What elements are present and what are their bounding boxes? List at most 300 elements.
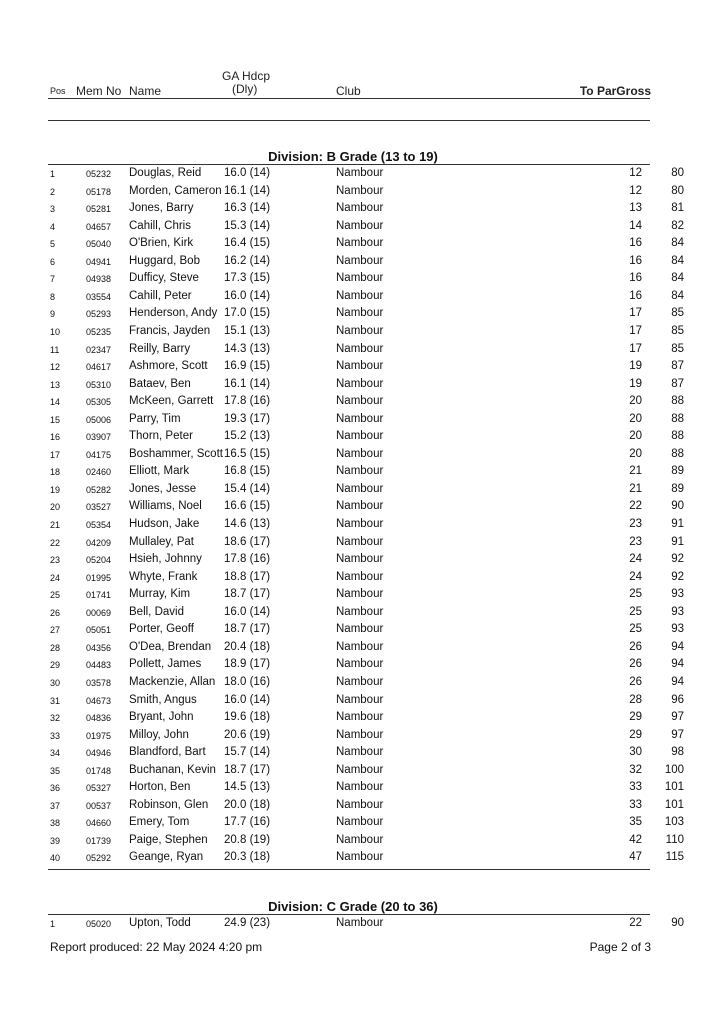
to-par-cell: 24 (629, 553, 642, 566)
name-cell: Paige, Stephen (129, 833, 208, 846)
name-cell: O'Dea, Brendan (129, 640, 212, 653)
pos-cell: 6 (50, 256, 56, 267)
hdcp-cell: 18.7 (17) (224, 623, 271, 636)
table-row (48, 781, 684, 799)
division-rule (48, 164, 650, 165)
to-par-cell: 23 (629, 535, 642, 548)
mem-no-cell: 05204 (86, 555, 112, 566)
table-row (48, 500, 684, 518)
hdcp-cell: 20.4 (18) (224, 640, 271, 653)
name-cell: Ashmore, Scott (129, 360, 208, 373)
to-par-cell: 16 (629, 289, 642, 302)
pos-cell: 10 (50, 326, 61, 337)
to-par-cell: 26 (629, 675, 642, 688)
table-row (48, 430, 684, 448)
gross-cell: 93 (671, 588, 684, 601)
gross-cell: 115 (665, 851, 684, 864)
pos-cell: 8 (50, 291, 56, 302)
table-row (48, 254, 684, 273)
hdcp-cell: 18.8 (17) (224, 570, 271, 583)
club-cell: Nambour (336, 798, 384, 811)
club-cell: Nambour (336, 289, 384, 302)
club-cell: Nambour (336, 272, 384, 285)
club-cell: Nambour (336, 237, 384, 250)
table-row (48, 588, 684, 606)
table-row (48, 237, 684, 255)
name-cell: Mullaley, Pat (129, 535, 194, 548)
mem-no-cell: 00537 (86, 800, 112, 811)
gross-cell: 89 (671, 465, 684, 478)
mem-no-cell: 04938 (86, 274, 112, 285)
mem-no-cell: 04617 (86, 362, 112, 373)
table-row (48, 518, 684, 536)
name-cell: Jones, Jesse (129, 482, 197, 495)
hdcp-cell: 16.8 (15) (224, 465, 271, 478)
gross-cell: 88 (671, 395, 684, 408)
name-cell: Henderson, Andy (129, 307, 218, 320)
table-row (48, 640, 684, 659)
table-row (48, 447, 684, 466)
hdcp-cell: 20.8 (19) (224, 833, 271, 846)
club-cell: Nambour (336, 711, 384, 724)
club-cell: Nambour (336, 570, 384, 583)
to-par-cell: 17 (629, 307, 642, 320)
club-cell: Nambour (336, 816, 384, 829)
table-row (48, 465, 684, 483)
mem-no-cell: 05051 (86, 625, 112, 636)
hdcp-cell: 20.0 (18) (224, 798, 271, 811)
name-cell: Cahill, Peter (129, 289, 192, 302)
pos-cell: 13 (50, 379, 61, 390)
club-cell: Nambour (336, 482, 384, 495)
mem-no-cell: 03554 (86, 291, 112, 302)
hdcp-cell: 16.5 (15) (224, 447, 271, 460)
pos-cell: 18 (50, 467, 61, 478)
hdcp-cell: 18.0 (16) (224, 675, 271, 688)
mem-no-cell: 05293 (86, 309, 112, 320)
name-cell: Whyte, Frank (129, 570, 198, 583)
name-cell: Bryant, John (129, 711, 194, 724)
to-par-cell: 21 (629, 465, 642, 478)
gross-cell: 110 (665, 833, 684, 846)
pos-cell: 32 (50, 713, 61, 724)
to-par-cell: 35 (629, 816, 642, 829)
gross-cell: 91 (671, 535, 684, 548)
pos-cell: 31 (50, 695, 61, 706)
mem-no-cell: 02347 (86, 344, 112, 355)
to-par-cell: 42 (629, 833, 642, 846)
table-row (48, 917, 684, 935)
to-par-cell: 17 (629, 324, 642, 337)
mem-no-cell: 04175 (86, 449, 112, 460)
gross-cell: 98 (671, 746, 684, 759)
club-cell: Nambour (336, 693, 384, 706)
hdcp-cell: 15.2 (13) (224, 430, 271, 443)
table-row (48, 324, 684, 343)
to-par-cell: 20 (629, 430, 642, 443)
name-cell: Morden, Cameron (129, 184, 222, 197)
pos-cell: 26 (50, 607, 61, 618)
gross-cell: 92 (671, 553, 684, 566)
name-cell: Horton, Ben (129, 781, 191, 794)
pos-cell: 20 (50, 502, 61, 513)
name-cell: Bell, David (129, 605, 184, 618)
hdcp-cell: 20.3 (18) (224, 851, 271, 864)
name-cell: Bataev, Ben (129, 377, 191, 390)
gross-cell: 90 (671, 917, 684, 929)
header-club: Club (336, 84, 361, 98)
mem-no-cell: 04941 (86, 256, 112, 267)
mem-no-cell: 05310 (86, 379, 112, 390)
table-row (48, 570, 684, 589)
header-rule (48, 98, 650, 99)
to-par-cell: 21 (629, 482, 642, 495)
to-par-cell: 22 (629, 500, 642, 513)
hdcp-cell: 16.4 (15) (224, 237, 271, 250)
to-par-cell: 12 (629, 184, 642, 197)
gross-cell: 84 (671, 272, 684, 285)
club-cell: Nambour (336, 917, 384, 929)
header-name: Name (129, 84, 162, 98)
pos-cell: 23 (50, 555, 61, 566)
mem-no-cell: 01741 (86, 590, 112, 601)
table-row (48, 675, 684, 694)
club-cell: Nambour (336, 465, 384, 478)
table-row (48, 605, 684, 624)
gross-cell: 87 (671, 377, 684, 390)
pos-cell: 39 (50, 835, 61, 846)
gross-cell: 94 (671, 658, 684, 671)
club-cell: Nambour (336, 324, 384, 337)
mem-no-cell: 01739 (86, 835, 112, 846)
club-cell: Nambour (336, 167, 384, 179)
hdcp-cell: 18.9 (17) (224, 658, 271, 671)
hdcp-cell: 14.3 (13) (224, 342, 271, 355)
name-cell: Dufficy, Steve (129, 272, 199, 285)
hdcp-cell: 17.0 (15) (224, 307, 271, 320)
gross-cell: 93 (671, 605, 684, 618)
mem-no-cell: 04660 (86, 818, 112, 829)
mem-no-cell: 04356 (86, 642, 112, 653)
pos-cell: 19 (50, 484, 61, 495)
table-row (48, 623, 684, 641)
gross-cell: 101 (664, 781, 684, 794)
pos-cell: 37 (50, 800, 61, 811)
pos-cell: 21 (50, 520, 61, 530)
club-cell: Nambour (336, 623, 384, 636)
mem-no-cell: 01748 (86, 765, 112, 776)
to-par-cell: 33 (629, 781, 642, 794)
to-par-cell: 30 (629, 746, 642, 759)
table-row (48, 746, 684, 764)
gross-cell: 97 (671, 711, 684, 724)
hdcp-cell: 19.3 (17) (224, 412, 271, 425)
name-cell: Reilly, Barry (129, 342, 191, 355)
name-cell: Hsieh, Johnny (129, 553, 202, 566)
gross-cell: 85 (671, 324, 684, 337)
to-par-cell: 29 (629, 728, 642, 741)
to-par-cell: 22 (629, 917, 642, 929)
mem-no-cell: 04946 (86, 748, 112, 759)
club-cell: Nambour (336, 781, 384, 794)
pos-cell: 5 (50, 239, 56, 250)
gross-cell: 94 (671, 675, 684, 688)
pos-cell: 4 (50, 221, 56, 232)
gross-cell: 94 (671, 640, 684, 653)
table-row (48, 272, 684, 290)
pos-cell: 16 (50, 432, 61, 443)
division-rule-bottom (48, 869, 650, 870)
pos-cell: 24 (50, 572, 61, 583)
mem-no-cell: 00069 (86, 607, 112, 618)
table-row (48, 482, 684, 501)
club-cell: Nambour (336, 412, 384, 425)
pos-cell: 12 (50, 362, 61, 373)
club-cell: Nambour (336, 728, 384, 741)
header-to-par-gross: To ParGross (579, 84, 651, 98)
to-par-cell: 19 (629, 360, 642, 373)
hdcp-cell: 16.0 (14) (224, 289, 271, 302)
gross-cell: 88 (671, 412, 684, 425)
to-par-cell: 32 (629, 763, 642, 776)
mem-no-cell: 05354 (86, 520, 112, 530)
pos-cell: 27 (50, 625, 61, 636)
gross-cell: 80 (671, 184, 684, 197)
to-par-cell: 25 (629, 623, 642, 636)
name-cell: Pollett, James (129, 658, 202, 671)
mem-no-cell: 05281 (86, 204, 112, 215)
table-row (48, 307, 684, 325)
gross-cell: 80 (671, 167, 684, 179)
division-title: Division: C Grade (20 to 36) (268, 899, 438, 914)
gross-cell: 91 (671, 518, 684, 530)
club-cell: Nambour (336, 254, 384, 267)
pos-cell: 25 (50, 590, 61, 601)
gross-cell: 92 (671, 570, 684, 583)
name-cell: Jones, Barry (129, 202, 194, 215)
table-row (48, 833, 684, 852)
gross-cell: 88 (671, 447, 684, 460)
pos-cell: 2 (50, 186, 56, 197)
club-cell: Nambour (336, 202, 384, 215)
club-cell: Nambour (336, 360, 384, 373)
mem-no-cell: 04836 (86, 713, 112, 724)
to-par-cell: 47 (629, 851, 642, 864)
club-cell: Nambour (336, 430, 384, 443)
hdcp-cell: 16.9 (15) (224, 360, 271, 373)
name-cell: Blandford, Bart (129, 746, 206, 759)
pos-cell: 28 (50, 642, 61, 653)
table-row (48, 202, 684, 220)
name-cell: Francis, Jayden (129, 324, 211, 337)
gross-cell: 101 (664, 798, 684, 811)
hdcp-cell: 17.7 (16) (224, 816, 271, 829)
club-cell: Nambour (336, 640, 384, 653)
mem-no-cell: 03907 (86, 432, 112, 443)
hdcp-cell: 18.6 (17) (224, 535, 271, 548)
gross-cell: 87 (671, 360, 684, 373)
pos-cell: 1 (50, 919, 56, 929)
to-par-cell: 20 (629, 447, 642, 460)
mem-no-cell: 05327 (86, 783, 112, 794)
to-par-cell: 26 (629, 658, 642, 671)
name-cell: Douglas, Reid (129, 167, 202, 179)
mem-no-cell: 05235 (86, 326, 112, 337)
table-row (48, 763, 684, 782)
to-par-cell: 26 (629, 640, 642, 653)
to-par-cell: 19 (629, 377, 642, 390)
name-cell: Emery, Tom (129, 816, 190, 829)
mem-no-cell: 05282 (86, 484, 112, 495)
club-cell: Nambour (336, 219, 384, 232)
hdcp-cell: 16.3 (14) (224, 202, 271, 215)
to-par-cell: 24 (629, 570, 642, 583)
mem-no-cell: 03578 (86, 677, 112, 688)
pos-cell: 30 (50, 677, 61, 688)
hdcp-cell: 17.8 (16) (224, 395, 271, 408)
to-par-cell: 14 (629, 219, 642, 232)
gross-cell: 84 (671, 289, 684, 302)
to-par-cell: 12 (629, 167, 642, 179)
name-cell: Buchanan, Kevin (129, 763, 216, 776)
pos-cell: 17 (50, 449, 61, 460)
club-cell: Nambour (336, 553, 384, 566)
hdcp-cell: 16.1 (14) (224, 377, 271, 390)
club-cell: Nambour (336, 518, 384, 530)
table-row (48, 342, 684, 361)
table-row (48, 412, 684, 431)
name-cell: O'Brien, Kirk (129, 237, 194, 250)
pos-cell: 11 (50, 344, 60, 355)
table-row (48, 167, 684, 185)
gross-cell: 88 (671, 430, 684, 443)
hdcp-cell: 16.2 (14) (224, 254, 271, 267)
hdcp-cell: 14.6 (13) (224, 518, 271, 530)
header-hdcp-line1: GA Hdcp (222, 69, 271, 83)
name-cell: Mackenzie, Allan (129, 675, 216, 688)
name-cell: Hudson, Jake (129, 518, 200, 530)
hdcp-cell: 18.7 (17) (224, 763, 271, 776)
club-cell: Nambour (336, 605, 384, 618)
report-produced: Report produced: 22 May 2024 4:20 pm (50, 940, 263, 954)
club-cell: Nambour (336, 307, 384, 320)
to-par-cell: 33 (629, 798, 642, 811)
pos-cell: 34 (50, 748, 61, 759)
to-par-cell: 20 (629, 412, 642, 425)
club-cell: Nambour (336, 746, 384, 759)
to-par-cell: 16 (629, 254, 642, 267)
hdcp-cell: 19.6 (18) (224, 711, 271, 724)
division-title: Division: B Grade (13 to 19) (268, 149, 438, 164)
pos-cell: 7 (50, 274, 56, 285)
name-cell: McKeen, Garrett (129, 395, 214, 408)
club-cell: Nambour (336, 675, 384, 688)
to-par-cell: 28 (629, 693, 642, 706)
club-cell: Nambour (336, 763, 384, 776)
name-cell: Smith, Angus (129, 693, 197, 706)
to-par-cell: 29 (629, 711, 642, 724)
name-cell: Boshammer, Scott (129, 447, 223, 460)
table-row (48, 395, 684, 413)
gross-cell: 93 (671, 623, 684, 636)
table-row (48, 711, 684, 729)
to-par-cell: 16 (629, 272, 642, 285)
name-cell: Cahill, Chris (129, 219, 191, 232)
mem-no-cell: 01995 (86, 572, 112, 583)
pos-cell: 36 (50, 783, 61, 794)
gross-cell: 85 (671, 307, 684, 320)
header-pos: Pos (50, 86, 66, 96)
gross-cell: 103 (664, 816, 684, 829)
to-par-cell: 23 (629, 518, 642, 530)
gross-cell: 97 (671, 728, 684, 741)
name-cell: Murray, Kim (129, 588, 191, 601)
hdcp-cell: 15.1 (13) (224, 324, 271, 337)
table-row (48, 289, 684, 308)
header-mem-no: Mem No (76, 84, 122, 98)
hdcp-cell: 18.7 (17) (224, 588, 271, 601)
name-cell: Thorn, Peter (129, 430, 193, 443)
mem-no-cell: 01975 (86, 730, 112, 741)
to-par-cell: 25 (629, 588, 642, 601)
pos-cell: 14 (50, 397, 61, 408)
hdcp-cell: 16.0 (14) (224, 167, 271, 179)
hdcp-cell: 14.5 (13) (224, 781, 271, 794)
pos-cell: 35 (50, 765, 61, 776)
gross-cell: 81 (671, 202, 684, 215)
pos-cell: 38 (50, 818, 61, 829)
pos-cell: 9 (50, 309, 56, 320)
gross-cell: 82 (671, 219, 684, 232)
table-row (48, 851, 684, 869)
table-row (48, 816, 684, 834)
hdcp-cell: 16.6 (15) (224, 500, 271, 513)
mem-no-cell: 04673 (86, 695, 112, 706)
name-cell: Milloy, John (129, 728, 189, 741)
table-row (48, 798, 684, 817)
club-cell: Nambour (336, 851, 384, 864)
header-rule-lower (48, 120, 650, 121)
hdcp-cell: 16.0 (14) (224, 693, 271, 706)
hdcp-cell: 16.1 (14) (224, 184, 271, 197)
hdcp-cell: 15.3 (14) (224, 219, 271, 232)
club-cell: Nambour (336, 588, 384, 601)
name-cell: Williams, Noel (129, 500, 202, 513)
to-par-cell: 17 (629, 342, 642, 355)
pos-cell: 3 (50, 204, 56, 215)
gross-cell: 90 (671, 500, 684, 513)
hdcp-cell: 20.6 (19) (224, 728, 271, 741)
table-row (48, 184, 684, 203)
hdcp-cell: 16.0 (14) (224, 605, 271, 618)
club-cell: Nambour (336, 535, 384, 548)
to-par-cell: 20 (629, 395, 642, 408)
mem-no-cell: 04209 (86, 537, 112, 548)
club-cell: Nambour (336, 833, 384, 846)
division-rule (48, 914, 650, 915)
club-cell: Nambour (336, 342, 384, 355)
pos-cell: 40 (50, 853, 61, 864)
pos-cell: 33 (50, 730, 61, 741)
mem-no-cell: 05232 (86, 169, 112, 179)
name-cell: Robinson, Glen (129, 798, 209, 811)
name-cell: Porter, Geoff (129, 623, 194, 636)
mem-no-cell: 04483 (86, 660, 112, 671)
page-number: Page 2 of 3 (589, 940, 651, 954)
hdcp-cell: 17.8 (16) (224, 553, 271, 566)
table-row (48, 219, 684, 238)
name-cell: Elliott, Mark (129, 465, 190, 478)
